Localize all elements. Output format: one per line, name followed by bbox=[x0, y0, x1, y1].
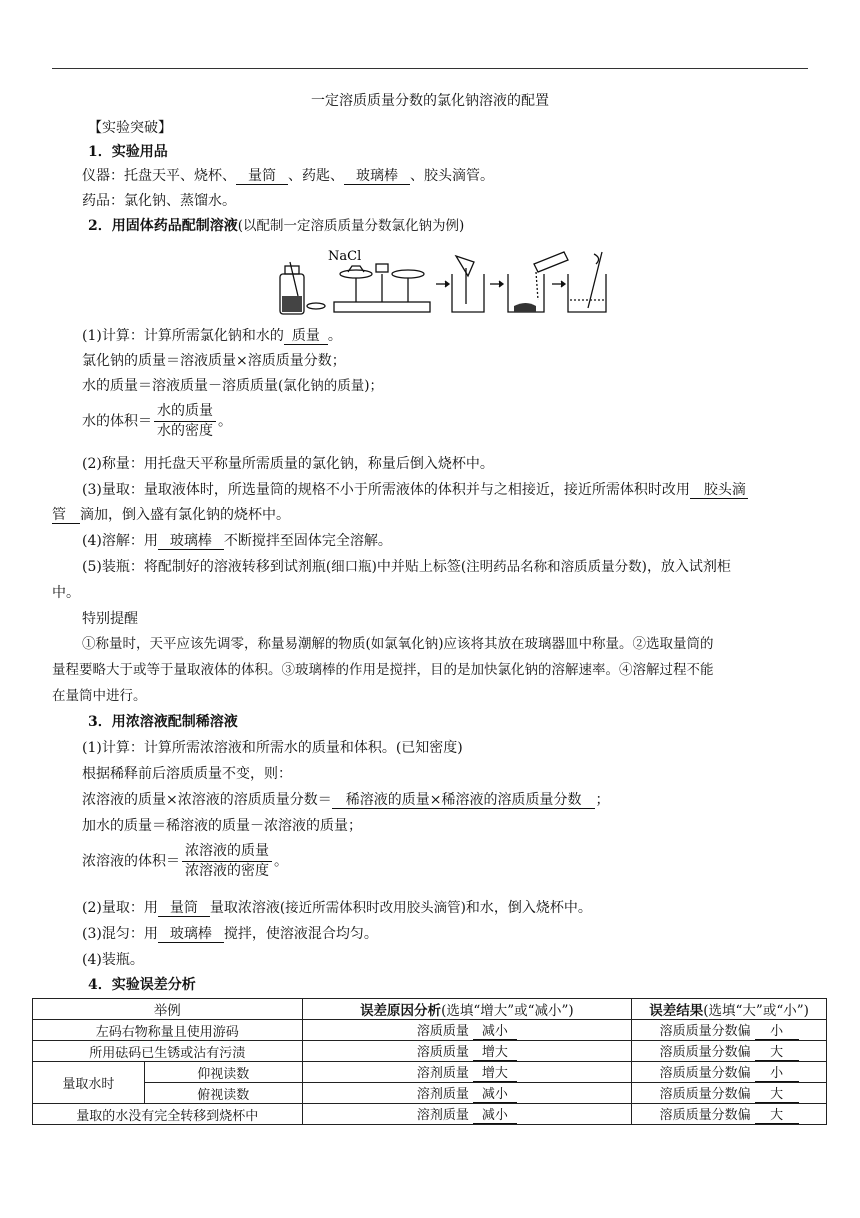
cell-label: 溶质质量分数偏 bbox=[659, 1024, 751, 1039]
fraction-denominator: 水的密度 bbox=[157, 423, 213, 439]
bottle-b: (细口瓶) bbox=[325, 559, 377, 575]
mix-line bbox=[82, 924, 378, 944]
table-header: 举例 bbox=[33, 999, 303, 1020]
dilute-calc-line: (1)计算：计算所需浓溶液和所需水的质量和体积。(已知密度) bbox=[82, 740, 463, 756]
page-title: 一定溶质质量分数的氯化钠溶液的配置 bbox=[311, 93, 549, 109]
cell-label: 溶质质量 bbox=[416, 1045, 469, 1060]
table-cell bbox=[302, 1041, 632, 1062]
cell-label: 溶质质量分数偏 bbox=[659, 1108, 751, 1123]
section2-heading: 2．用固体药品配制溶液 bbox=[88, 218, 238, 234]
cell-label: 溶质质量 bbox=[416, 1024, 469, 1039]
header-note: (选填“增大”或“减小”) bbox=[441, 1003, 574, 1019]
mix-prefix: (3)混匀：用 bbox=[82, 926, 158, 942]
bottle-line-2: 中。 bbox=[52, 585, 80, 601]
table-group-cell: 量取水时 bbox=[33, 1062, 145, 1104]
water-add-line: 加水的质量＝稀溶液的质量－浓溶液的质量； bbox=[82, 818, 362, 834]
dilute-measure-note: (接近所需体积时改用胶头滴管) bbox=[279, 900, 466, 916]
measure-text-2: 滴加，倒入盛有氯化钠的烧杯中。 bbox=[80, 507, 290, 523]
fraction-denominator: 浓溶液的密度 bbox=[185, 863, 269, 879]
dilute-measure-suffix: 和水，倒入烧杯中。 bbox=[465, 900, 592, 916]
measure-text: (3)量取：量取液体时，所选量筒的规格不小于所需液体的体积并与之相接近，接近所需体积时改用 bbox=[82, 482, 690, 498]
answer-blank: 增大 bbox=[473, 1046, 517, 1061]
eq-prefix: 浓溶液的质量×浓溶液的溶质质量分数＝ bbox=[82, 792, 332, 808]
section3-heading: 3．用浓溶液配制稀溶液 bbox=[88, 714, 238, 730]
table-cell bbox=[302, 1020, 632, 1041]
section4-heading: 4．实验误差分析 bbox=[88, 977, 196, 993]
nacl-label: NaCl bbox=[328, 249, 362, 264]
answer-blank: 稀溶液的质量×稀溶液的溶质质量分数 bbox=[332, 792, 596, 809]
answer-blank: 玻璃棒 bbox=[344, 168, 410, 185]
bottle-e: ，放入试剂柜 bbox=[646, 559, 731, 575]
calc-suffix: 。 bbox=[327, 328, 342, 344]
answer-blank: 大 bbox=[755, 1109, 799, 1124]
bottle-c: 中并贴上标签 bbox=[376, 559, 461, 575]
mix-suffix: 搅拌，使溶液混合均匀。 bbox=[223, 926, 378, 942]
table-cell bbox=[632, 1020, 827, 1041]
tip-heading: 特别提醒 bbox=[82, 611, 138, 627]
dilute-principle-line: 根据稀释前后溶质质量不变，则： bbox=[82, 766, 292, 782]
table-cell: 仰视读数 bbox=[144, 1062, 302, 1083]
dilute-measure-mid: 量取浓溶液 bbox=[209, 900, 280, 916]
table-row bbox=[33, 1062, 827, 1083]
fraction-numerator: 水的质量 bbox=[154, 402, 216, 422]
table-cell: 量取的水没有完全转移到烧杯中 bbox=[33, 1104, 303, 1125]
fraction-numerator: 浓溶液的质量 bbox=[182, 842, 272, 862]
table-cell bbox=[632, 1104, 827, 1125]
table-cell bbox=[302, 1104, 632, 1125]
eq-suffix: ； bbox=[595, 792, 610, 808]
answer-blank: 管 bbox=[52, 507, 80, 524]
section1-heading: 1．实验用品 bbox=[88, 144, 168, 160]
measure-line-2 bbox=[52, 505, 290, 525]
vol-prefix: 水的体积＝ bbox=[82, 413, 152, 430]
cell-label: 溶剂质量 bbox=[416, 1087, 469, 1102]
cell-label: 溶质质量分数偏 bbox=[659, 1087, 751, 1102]
table-cell bbox=[302, 1083, 632, 1104]
dissolve-suffix: 不断搅拌至固体完全溶解。 bbox=[223, 533, 392, 549]
instruments-mid: 、药匙、 bbox=[288, 168, 344, 184]
answer-blank: 大 bbox=[755, 1046, 799, 1061]
header-bold: 误差结果 bbox=[649, 1003, 704, 1019]
tip-line-1: ①称量时，天平应该先调零，称量易潮解的物质(如氯氧化钠)应该将其放在玻璃器皿中称量。②选取量筒的 bbox=[82, 636, 714, 652]
table-header bbox=[302, 999, 632, 1020]
table-row bbox=[33, 1104, 827, 1125]
table-cell bbox=[632, 1041, 827, 1062]
table-cell: 所用砝码已生锈或沾有污渍 bbox=[33, 1041, 303, 1062]
dilute-measure-line bbox=[82, 898, 592, 918]
top-rule bbox=[52, 68, 808, 69]
dissolve-line bbox=[82, 531, 392, 551]
instruments-prefix: 仪器：托盘天平、烧杯、 bbox=[82, 168, 236, 184]
cell-label: 溶质质量分数偏 bbox=[659, 1066, 751, 1081]
dilute-bottle-line: (4)装瓶。 bbox=[82, 952, 144, 968]
answer-blank: 玻璃棒 bbox=[158, 926, 224, 943]
nacl-mass-formula: 氯化钠的质量＝溶液质量×溶质质量分数； bbox=[82, 353, 346, 369]
answer-blank: 减小 bbox=[473, 1109, 517, 1124]
reagents-line: 药品：氯化钠、蒸馏水。 bbox=[82, 193, 236, 209]
conc-vol-prefix: 浓溶液的体积＝ bbox=[82, 853, 180, 870]
dissolve-prefix: (4)溶解：用 bbox=[82, 533, 158, 549]
table-row bbox=[33, 1083, 827, 1104]
answer-blank: 减小 bbox=[473, 1088, 517, 1103]
answer-blank: 胶头滴 bbox=[690, 482, 748, 499]
tip-line-2: 量程要略大于或等于量取液体的体积。③玻璃棒的作用是搅拌，目的是加快氯化钠的溶解速率。④溶解过程不能 bbox=[52, 662, 714, 678]
table-row bbox=[33, 1020, 827, 1041]
dilute-equation-line bbox=[82, 790, 609, 810]
tip-line-3: 在量筒中进行。 bbox=[52, 688, 147, 704]
dilute-measure-prefix: (2)量取：用 bbox=[82, 900, 158, 916]
answer-blank: 减小 bbox=[473, 1025, 517, 1040]
header-note: (选填“大”或“小”) bbox=[703, 1003, 809, 1019]
table-cell bbox=[302, 1062, 632, 1083]
answer-blank: 量筒 bbox=[158, 900, 210, 917]
water-mass-a: 水的质量＝溶液质量－溶质质量 bbox=[82, 378, 278, 394]
table-header-row bbox=[33, 999, 827, 1020]
fraction bbox=[182, 842, 272, 881]
table-row bbox=[33, 1041, 827, 1062]
answer-blank: 增大 bbox=[473, 1067, 517, 1082]
water-mass-b: (氯化钠的质量)； bbox=[278, 378, 384, 394]
fraction bbox=[154, 402, 216, 441]
answer-blank: 大 bbox=[755, 1088, 799, 1103]
section2-heading-line bbox=[88, 216, 464, 236]
cell-label: 溶剂质量 bbox=[416, 1066, 469, 1081]
instruments-line bbox=[82, 166, 494, 186]
error-analysis-table bbox=[32, 998, 827, 1125]
weigh-line: (2)称量：用托盘天平称量所需质量的氯化钠，称量后倒入烧杯中。 bbox=[82, 456, 494, 472]
bottle-line-1 bbox=[82, 557, 731, 577]
table-cell: 俯视读数 bbox=[144, 1083, 302, 1104]
table-cell bbox=[632, 1083, 827, 1104]
experiment-procedure-figure bbox=[276, 244, 616, 320]
answer-blank: 质量 bbox=[284, 328, 328, 345]
bottle-d: (注明药品名称和溶质质量分数) bbox=[460, 559, 647, 575]
measure-line-1 bbox=[82, 480, 748, 500]
section2-heading-note: (以配制一定溶质质量分数氯化钠为例) bbox=[237, 218, 465, 234]
table-header bbox=[632, 999, 827, 1020]
calc-prefix: (1)计算：计算所需氯化钠和水的 bbox=[82, 328, 284, 344]
answer-blank: 玻璃棒 bbox=[158, 533, 224, 550]
header-bold: 误差原因分析 bbox=[360, 1003, 442, 1019]
water-volume-formula bbox=[82, 402, 232, 441]
conc-vol-suffix: 。 bbox=[274, 853, 288, 870]
table-cell: 左码右物称量且使用游码 bbox=[33, 1020, 303, 1041]
section-heading-bracket: 【实验突破】 bbox=[88, 120, 172, 136]
table-cell bbox=[632, 1062, 827, 1083]
cell-label: 溶质质量分数偏 bbox=[659, 1045, 751, 1060]
conc-volume-formula bbox=[82, 842, 288, 881]
water-mass-formula bbox=[82, 376, 383, 396]
vol-suffix: 。 bbox=[218, 413, 232, 430]
calc-line bbox=[82, 326, 342, 346]
answer-blank: 小 bbox=[755, 1025, 799, 1040]
answer-blank: 小 bbox=[755, 1067, 799, 1082]
cell-label: 溶剂质量 bbox=[416, 1108, 469, 1123]
instruments-suffix: 、胶头滴管。 bbox=[410, 168, 494, 184]
bottle-a: (5)装瓶：将配制好的溶液转移到试剂瓶 bbox=[82, 559, 326, 575]
answer-blank: 量筒 bbox=[236, 168, 288, 185]
